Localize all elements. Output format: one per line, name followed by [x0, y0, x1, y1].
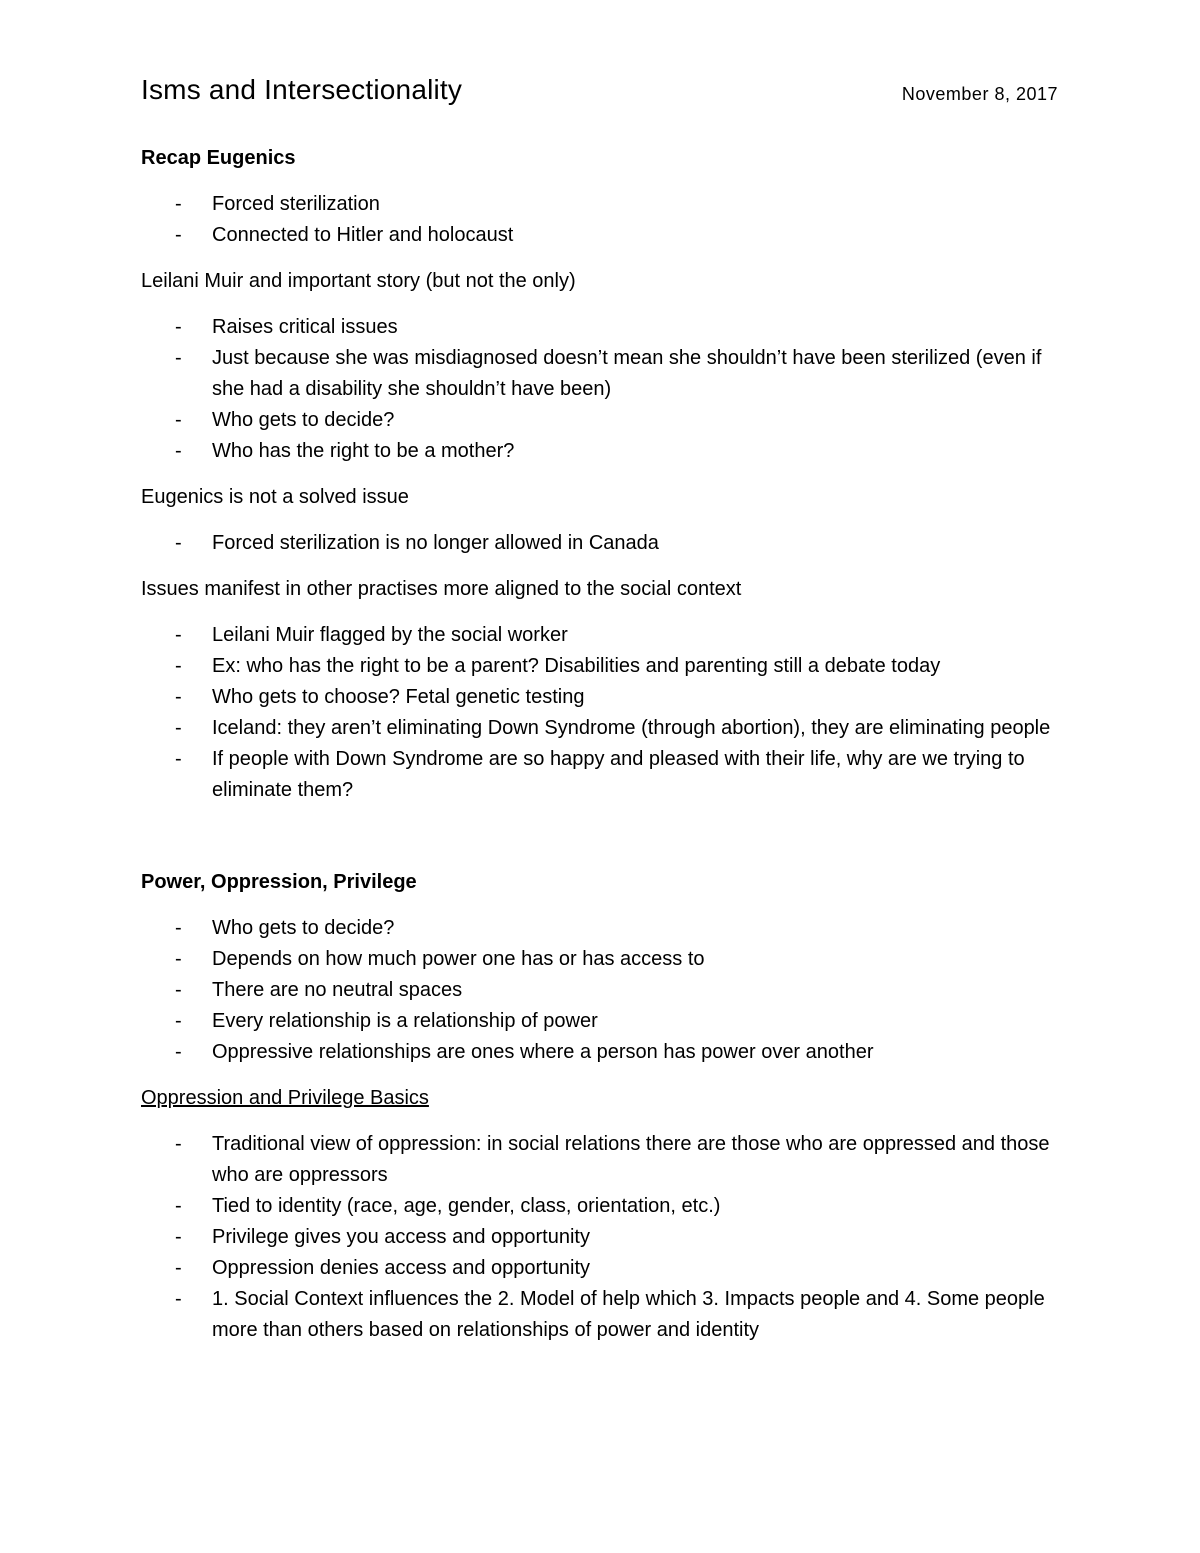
list-item [141, 1006, 1071, 1037]
dash-bullet: - [175, 532, 182, 554]
list-item [141, 220, 1071, 251]
document-date: November 8, 2017 [901, 84, 1058, 104]
section-subheading-basics: Oppression and Privilege Basics [141, 1087, 429, 1109]
list-item-text: Every relationship is a relationship of power [212, 1010, 598, 1032]
dash-bullet: - [175, 1041, 182, 1063]
list-item [141, 1222, 1071, 1253]
list-item [141, 744, 1071, 806]
dash-bullet: - [175, 917, 182, 939]
dash-bullet: - [175, 655, 182, 677]
section-heading-power: Power, Oppression, Privilege [141, 871, 417, 893]
dash-bullet: - [175, 748, 182, 770]
dash-bullet: - [175, 347, 182, 369]
dash-bullet: - [175, 1133, 182, 1155]
list-item-text: Forced sterilization [212, 193, 380, 215]
list-item [141, 913, 1071, 944]
list-item-text: 1. Social Context influences the 2. Model of help which 3. Impacts people and 4. Some people more than others based on relationships of power and identity [212, 1288, 1045, 1341]
list-item-text: Oppressive relationships are ones where a person has power over another [212, 1041, 874, 1063]
dash-bullet: - [175, 1288, 182, 1310]
list-item [141, 312, 1071, 343]
dash-bullet: - [175, 1226, 182, 1248]
list-item-text: Oppression denies access and opportunity [212, 1257, 591, 1279]
list-item-text: Iceland: they aren’t eliminating Down Syndrome (through abortion), they are eliminating people [212, 717, 1051, 739]
list-item-text: Depends on how much power one has or has access to [212, 948, 705, 970]
list-basics [141, 1129, 1071, 1346]
dash-bullet: - [175, 717, 182, 739]
list-item [141, 528, 1071, 559]
dash-bullet: - [175, 624, 182, 646]
list-item [141, 343, 1071, 405]
dash-bullet: - [175, 1010, 182, 1032]
list-unsolved [141, 528, 1071, 559]
list-item-text: Raises critical issues [212, 316, 398, 338]
list-item [141, 620, 1071, 651]
list-item [141, 975, 1071, 1006]
list-item-text: Just because she was misdiagnosed doesn’t mean she shouldn’t have been sterilized (even if she had a disability she shouldn’t have been) [212, 347, 1042, 400]
list-item-text: Ex: who has the right to be a parent? Disabilities and parenting still a debate today [212, 655, 941, 677]
list-item [141, 1191, 1071, 1222]
dash-bullet: - [175, 1257, 182, 1279]
dash-bullet: - [175, 979, 182, 1001]
list-item-text: Connected to Hitler and holocaust [212, 224, 514, 246]
spacer [141, 821, 1071, 867]
list-item-text: Who has the right to be a mother? [212, 440, 515, 462]
list-item-text: Privilege gives you access and opportunity [212, 1226, 590, 1248]
list-item [141, 405, 1071, 436]
paragraph-manifest: Issues manifest in other practises more aligned to the social context [141, 578, 742, 600]
list-item-text: Forced sterilization is no longer allowed in Canada [212, 532, 659, 554]
dash-bullet: - [175, 1195, 182, 1217]
dash-bullet: - [175, 316, 182, 338]
dash-bullet: - [175, 193, 182, 215]
dash-bullet: - [175, 224, 182, 246]
list-item [141, 1037, 1071, 1068]
document-title: Isms and Intersectionality [141, 74, 463, 105]
list-item [141, 944, 1071, 975]
list-item-text: There are no neutral spaces [212, 979, 463, 1001]
list-item-text: Who gets to decide? [212, 917, 395, 939]
list-power [141, 913, 1071, 1068]
list-item-text: If people with Down Syndrome are so happy and pleased with their life, why are we trying to eliminate them? [212, 748, 1025, 801]
list-item-text: Traditional view of oppression: in social relations there are those who are oppressed and those who are oppressors [212, 1133, 1050, 1186]
list-item-text: Tied to identity (race, age, gender, class, orientation, etc.) [212, 1195, 721, 1217]
list-recap [141, 189, 1071, 251]
dash-bullet: - [175, 686, 182, 708]
document-body [141, 143, 1071, 1361]
list-item [141, 436, 1071, 467]
list-item [141, 682, 1071, 713]
list-item-text: Who gets to choose? Fetal genetic testing [212, 686, 585, 708]
paragraph-muir: Leilani Muir and important story (but not the only) [141, 270, 576, 292]
list-manifest [141, 620, 1071, 806]
paragraph-unsolved: Eugenics is not a solved issue [141, 486, 409, 508]
list-item [141, 1284, 1071, 1346]
dash-bullet: - [175, 409, 182, 431]
dash-bullet: - [175, 948, 182, 970]
list-item-text: Leilani Muir flagged by the social worker [212, 624, 568, 646]
list-item-text: Who gets to decide? [212, 409, 395, 431]
section-heading-recap: Recap Eugenics [141, 147, 296, 169]
list-item [141, 189, 1071, 220]
list-muir [141, 312, 1071, 467]
dash-bullet: - [175, 440, 182, 462]
list-item [141, 651, 1071, 682]
list-item [141, 713, 1071, 744]
list-item [141, 1129, 1071, 1191]
list-item [141, 1253, 1071, 1284]
